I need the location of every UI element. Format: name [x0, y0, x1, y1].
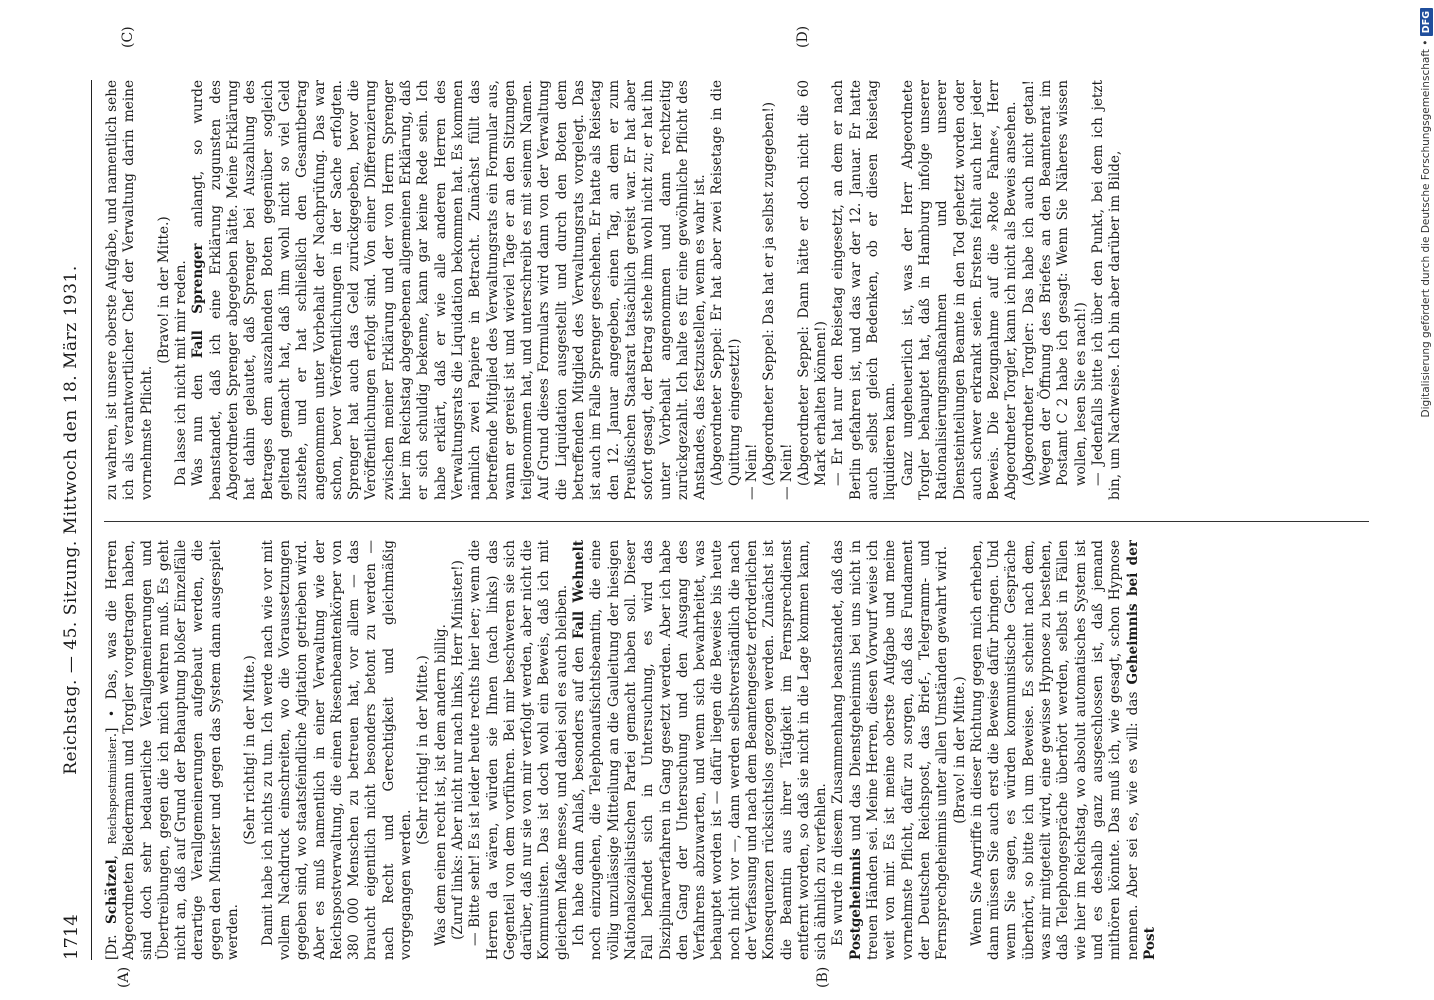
paragraph-lead: Was nun den: [190, 374, 207, 486]
speaker-role: Reichspostminister: [106, 737, 119, 845]
paragraph-text: noch einzugehen, die Telephonaufsichtsbeamtin, die eine völlig unzulässige Mitteilung an die Gauleitung der hiesigen Nationalsozialistischen Partei gemacht haben soll. Dieser Fall befindet sich in Untersuchung, es wird das Disziplinarverfahren in Gang gesetzt werden. Aber ich habe den Gang der Untersuchung und den Ausgang des Verfahrens abzuwarten, und wenn sich bewahrheitet, was behauptet worden ist — dafür liegen die Beweise bis heute noch nicht vor —, dann werden selbstverständlich die nach der Verfassung und nach dem Beamtengesetz erforderlichen Konsequenzen rücksichtslos gezogen werden. Zunächst ist die Beamtin aus ihrer Tätigkeit im Fernsprechdienst entfernt worden, so daß sie nicht in die Lage kommen kann, sich ähnlich zu verfehlen.: [588, 540, 830, 960]
paragraph-text: Wenn Sie Angriffe in dieser Richtung gegen mich erheben, dann müssen Sie auch erst die Beweise dafür bringen. Und wenn Sie sagen, es würden kommunistische Gespräche überhört, so bitte ich um Beweise. Es scheint nach dem, was mir mitgeteilt wird, eine gewisse Hypnose zu bestehen, daß Telephongespräche überhört werden, selbst in Fällen wie hier im Reichstag, wo absolut automatisches System ist und es deshalb ganz ausgeschlossen ist, daß jemand mithören könnte. Das muß ich, wie gesagt, schon Hypnose nennen. Aber sei es, wie es will: das: [968, 540, 1141, 960]
interjection: (Sehr richtig! in der Mitte.): [415, 655, 432, 845]
reply: — Nein!: [743, 443, 760, 500]
paragraph-geheimnis: [969, 540, 1159, 960]
paragraph: Ganz ungeheuerlich ist, was der Herr Abgeordnete Torgler behauptet hat, daß in Hamburg infolge unserer Rationalisierungsmaßnahmen und unserer Diensteinteilungen Beamte in den Tod gehetzt worden oder auch schwer erkrankt seien. Erstens fehlt auch hier jeder Beweis. Die Bezugnahme auf die »Rote Fahne«, Herr Abgeordneter Torgler, kann ich nicht als Beweis ansehen.: [899, 80, 1020, 500]
paragraph-lead: Es wurde in diesem Zusammenhang beanstandet, daß das: [830, 540, 847, 946]
page-header: [55, 80, 92, 960]
margin-mark-d: (D): [795, 25, 811, 48]
interjection: (Sehr richtig! in der Mitte.): [242, 655, 259, 845]
interjection: (Bravo! in der Mitte.): [155, 216, 172, 364]
interjection: (Abgeordneter Seppel: Dann hätte er doch nicht die 60 Mark erhalten können!): [795, 80, 830, 486]
page-title: Reichstag. — 45. Sitzung. Mittwoch den 18. März 1931.: [61, 265, 81, 775]
paragraph-text: Das, was die Herren Abgeordneten Biedermann und Torgler vorgetragen haben, sind doch sehr bedauerliche Verallgemeinerungen und Übertreibungen, gegen die ich mich wehren muß. Es geht nicht an, daß auf Grund der Behauptung bloßer Einzelfälle derartige Verallgemeinerungen aufgebaut werden, die gegen den Minister und gegen das System dann ausgespielt werden.: [104, 540, 242, 960]
interjection: (Zuruf links: Aber nicht nur nach links, Herr Minister!): [449, 560, 466, 940]
reply: — Nein!: [778, 443, 795, 500]
emphasis-fall-wehnelt: Fall Wehnelt: [571, 540, 588, 639]
paragraph: — Bitte sehr! Es ist leider heute rechts hier leer; wenn die Herren da wären, würden sie Ihnen (nach links) das Gegenteil von dem vorführen. Bei mir beschweren sie sich darüber, daß nur sie von mir verfolgt werden, aber nicht die Kommunisten. Das ist doch wohl ein Beweis, daß ich mit gleichem Maße messe, und dabei soll es auch bleiben.: [467, 540, 570, 960]
funding-credit-text: Digitalisierung gefördert durch die Deutsche Forschungsgemeinschaft • DFG: [1418, 8, 1434, 988]
funding-credit: [1418, 8, 1434, 988]
paragraph-text: und das Dienstgeheimnis bei uns nicht in treuen Händen sei. Meine Herren, diesen Vorwurf weise ich weit von mir. Es ist meine oberste Aufgabe und meine vornehmste Pflicht, dafür zu sorgen, daß das Fundament der Deutschen Reichspost, das Brief-, Telegramm- und Fernsprechgeheimnis unter allen Umständen gewahrt wird.: [847, 540, 951, 960]
paragraph-lead: Ich habe dann Anlaß, besonders auf den: [571, 646, 588, 946]
interjection: (Abgeordneter Seppel: Das hat er ja selbst zugegeben!): [761, 101, 778, 486]
interjection: (Abgeordneter Torgler: Das habe ich auch nicht getan! Wegen der Öffnung des Briefes an den Beamtenrat im Postamt C 2 habe ich gesagt: Wenn Sie Näheres wissen wollen, lesen Sie es nach!): [1020, 80, 1089, 486]
paragraph: — Er hat nur den Reisetag eingesetzt, an dem er nach Berlin gefahren ist, und das war der 12. Januar. Er hatte auch selbst gleich Bedenken, ob er diesen Reisetag liquidieren kann.: [830, 80, 899, 500]
margin-mark-b: (B): [815, 966, 831, 988]
paragraph: Was dem einen recht ist, ist dem andern billig.: [432, 624, 449, 946]
left-column: [104, 540, 1374, 960]
interjection: (Abgeordneter Seppel: Er hat aber zwei Reisetage in die Quittung eingesetzt!): [709, 80, 743, 486]
paragraph-fall-wehnelt: [571, 540, 830, 960]
column-divider: [104, 521, 1369, 522]
paragraph-fall-sprenger: [190, 80, 709, 500]
page-number: 1714: [61, 914, 82, 960]
paragraph: — Jedenfalls bitte ich über den Punkt, bei dem ich jetzt bin, um Nachweise. Ich bin aber darüber im Bilde,: [1089, 80, 1124, 500]
margin-mark-a: (A): [116, 966, 132, 988]
dfg-logo: DFG: [1420, 8, 1433, 36]
paragraph-text: anlangt, so wurde beanstandet, daß ich eine Erklärung zugunsten des Abgeordneten Sprenger abgegeben hätte. Meine Erklärung hat dahin gelautet, daß Sprenger bei Auszahlung des Betrages dem auszahlenden Boten gegenüber sogleich geltend gemacht hat, daß ihm wohl nicht so viel Geld zustehe, und er hat schließlich den Gesamtbetrag angenommen unter Vorbehalt der Nachprüfung. Das war schon, bevor Veröffentlichungen in der Sache erfolgten. Sprenger hat auch das Geld zurückgegeben, bevor die Veröffentlichungen erfolgt sind. Von einer Differenzierung zwischen meiner Erklärung und der von Herrn Sprenger hier im Reichstag abgegebenen allgemeinen Erklärung, daß er sich schuldig bekenne, kann gar keine Rede sein. Ich habe erklärt, daß er wie alle anderen Herren des Verwaltungsrats die Liquidation bekommen hat. Es kommen nämlich zwei Papiere in Betracht. Zunächst füllt das betreffende Mitglied des Verwaltungsrats ein Formular aus, wann er gereist ist und wieviel Tage er an den Sitzungen teilgenommen hat, und unterschreibt es mit seinem Namen. Auf Grund dieses Formulars wird dann von der Verwaltung die Liquidation ausgestellt und durch den Boten dem betreffenden Mitglied des Verwaltungsrats vorgelegt. Das ist auch im Falle Sprenger geschehen. Er hatte als Reisetag den 12. Januar angegeben, einen Tag, an dem er zum Preußischen Staatsrat tatsächlich gereist war. Er hat aber sofort gesagt, der Betrag stehe ihm wohl nicht zu; er hat ihn unter Vorbehalt angenommen und dann rechtzeitig zurückgezahlt. Ich halte es für eine gewöhnliche Pflicht des Anstandes, das festzustellen, wenn es wahr ist.: [190, 80, 709, 500]
emphasis-geheimnis: Geheimnis bei der Post: [1124, 540, 1158, 960]
credit-text: Digitalisierung gefördert durch die Deutsche Forschungsgemeinschaft: [1420, 49, 1432, 418]
paragraph: zu wahren, ist unsere oberste Aufgabe, und namentlich sehe ich als verantwortlicher Chef der Verwaltung darin meine vornehmste Pflicht.: [104, 80, 155, 500]
paragraph-postgeheimnis: [830, 540, 951, 960]
speaker-paragraph: [Dr. Schätzel, Reichspostminister.] • Das, was die Herren Abgeordneten Biedermann und Torgler vorgetragen haben, sind doch sehr bedauerliche Verallgemeinerungen und Übertreibungen, gegen die ich mich wehren muß. Es geht nicht an, daß auf Grund der Behauptung bloßer Einzelfälle derartige Verallgemeinerungen aufgebaut werden, die gegen den Minister und gegen das System dann ausgespielt werden.: [104, 540, 242, 960]
emphasis-fall-sprenger: Fall Sprenger: [190, 243, 207, 359]
margin-mark-c: (C): [120, 26, 136, 48]
speaker-name: Schätzel: [104, 859, 120, 924]
right-column: [104, 80, 1374, 500]
paragraph: Da lasse ich nicht mit mir reden.: [173, 260, 190, 486]
interjection: (Bravo! in der Mitte.): [951, 676, 968, 824]
emphasis-postgeheimnis: Postgeheimnis: [847, 848, 864, 960]
paragraph: Damit habe ich nichts zu tun. Ich werde nach wie vor mit vollem Nachdruck einschreiten, wo die Voraussetzungen gegeben sind, wo staatsfeindliche Agitation getrieben wird. Aber es muß namentlich in einer Verwaltung wie der Reichspostverwaltung, die einen Riesenbeamtenkörper von 380 000 Menschen zu betreuen hat, vor allem — das braucht eigentlich nicht besonders betont zu werden — nach Recht und Gerechtigkeit und gleichmäßig vorgegangen werden.: [259, 540, 415, 960]
